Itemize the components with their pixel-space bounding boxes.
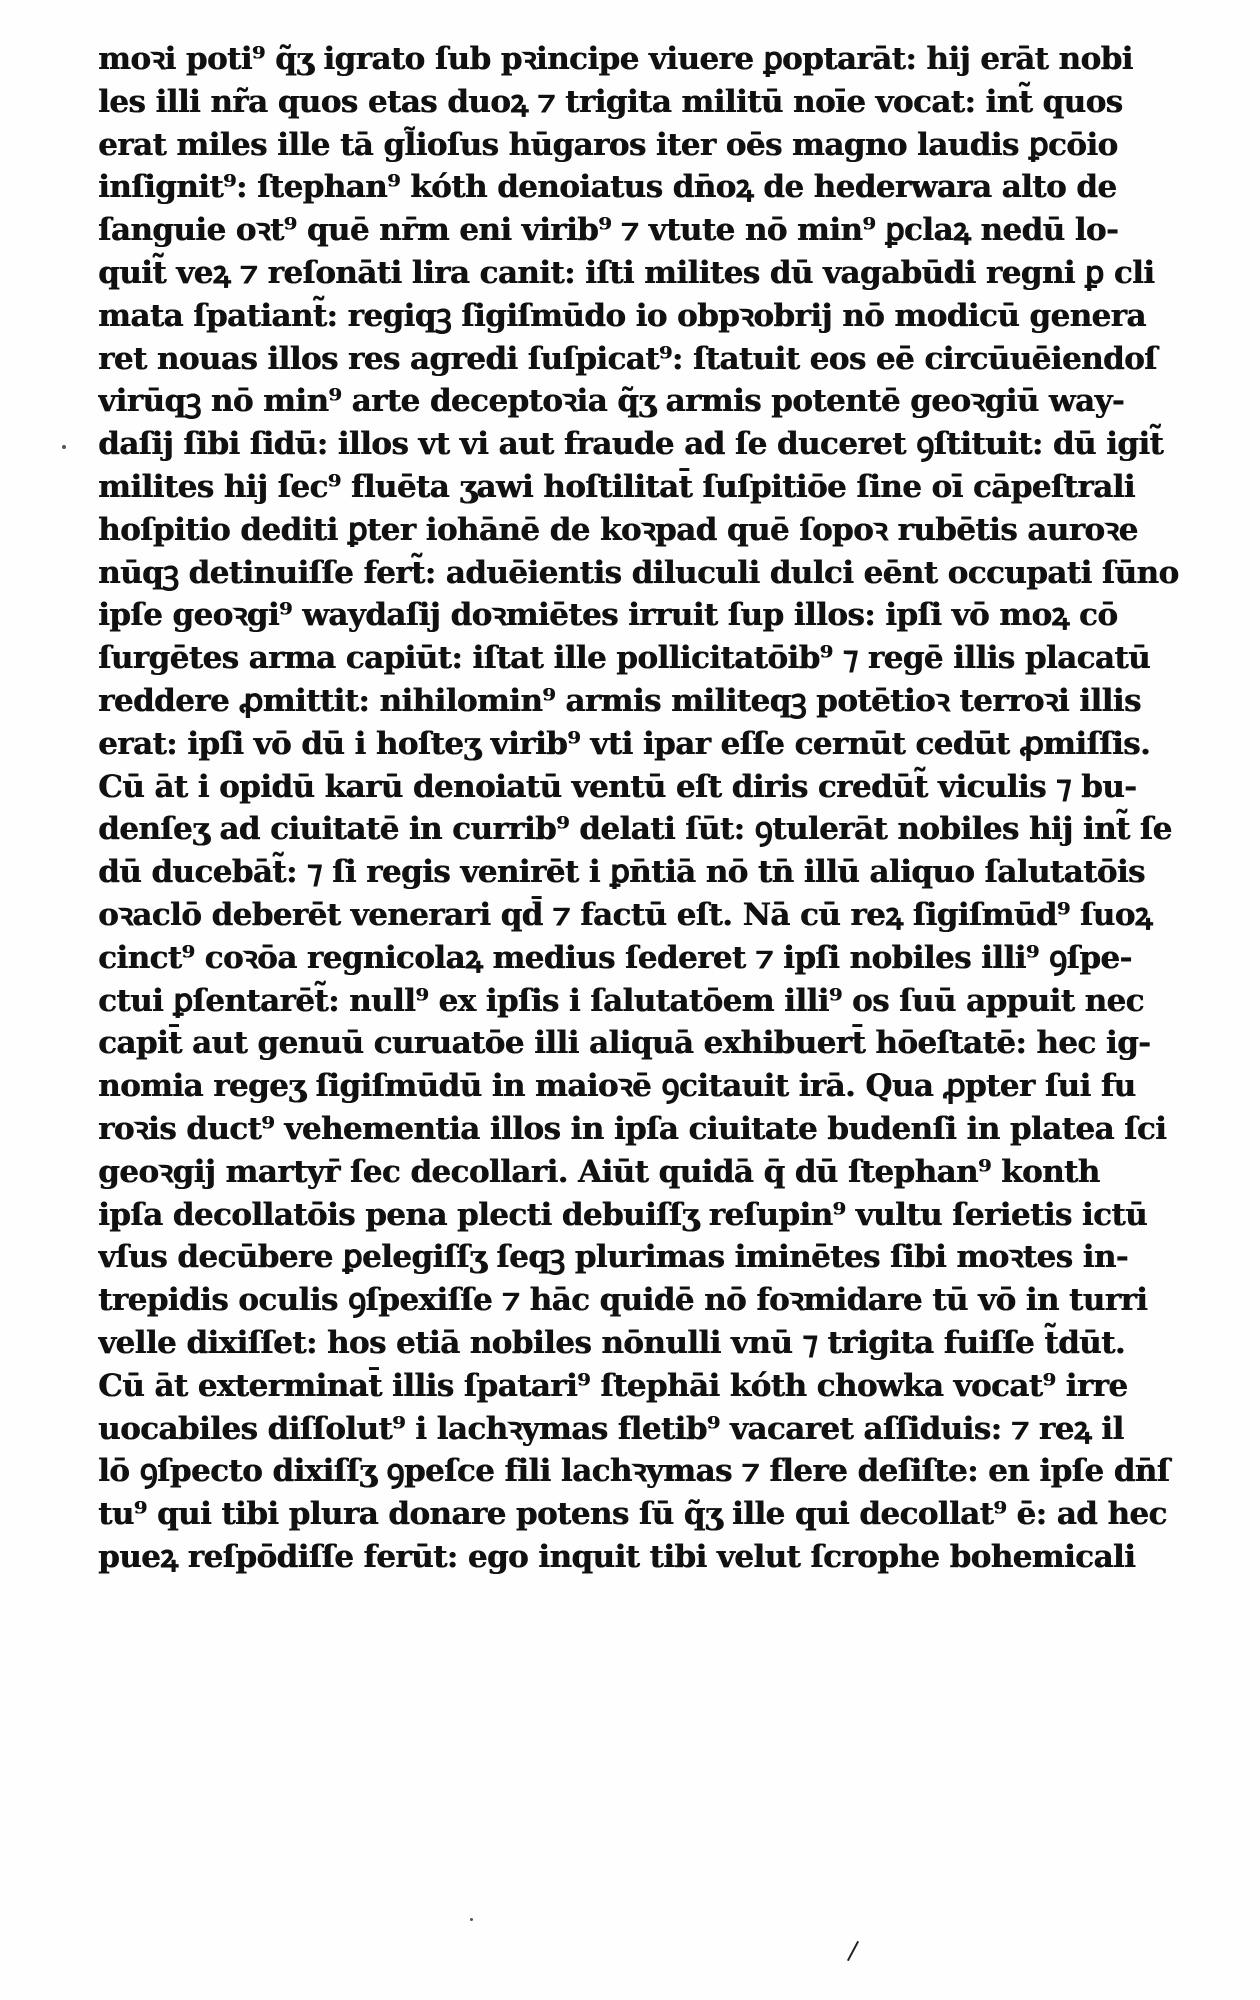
text-line-11: milites hij ſec⁹ fluēta ʒawi hoſtilitat̄ ſuſpitiōe ſine oī cāpeſtrali — [98, 468, 1135, 505]
text-line-25: nomia regeʒ ſigiſmūdū in maioꝛē ꝯcitauit irā. Qua ꝓpter ſui fu — [98, 1068, 1136, 1105]
text-line-16: reddere ꝓmittit: nihilomin⁹ armis militeqꝫ potētioꝛ terroꝛi illis — [98, 682, 1141, 719]
ink-speck — [470, 1918, 473, 1921]
text-line-3: erat miles ille tā gl̃ioſus hūgaros iter oēs magno laudis ꝑcōio — [98, 126, 1118, 163]
text-line-2: les illi nr̃a quos etas duoꝝ ⁊ trigita militū noīe vocat: int̃ quos — [98, 83, 1123, 120]
text-line-15: ſurgētes arma capiūt: iſtat ille pollicitatōib⁹ ⁊ regē illis placatū — [98, 640, 1150, 677]
text-line-10: daſij ſibi ſidū: illos vt vi aut fraude ad ſe duceret ꝯſtituit: dū igit̃ — [98, 426, 1164, 463]
text-line-24: capit̄ aut genuū curuatōe illi aliquā exhibuert̄ hōeſtatē: hec ig- — [98, 1025, 1151, 1062]
text-line-26: roꝛis duct⁹ vehementia illos in ipſa ciuitate budenſi in platea ſci — [98, 1110, 1167, 1147]
text-line-33: uocabiles diſſolut⁹ i lachꝛymas fletib⁹ vacaret aſſiduis: ⁊ reꝝ il — [98, 1410, 1124, 1447]
text-line-28: ipſa decollatōis pena plecti debuiſſʒ reſupin⁹ vultu ſerietis ictū — [98, 1196, 1147, 1233]
text-line-18: Cū āt i opidū karū denoiatū ventū eſt diris credūt̃ viculis ⁊ bu- — [98, 768, 1137, 805]
text-line-29: vſus decūbere ꝑelegiſſʒ ſeqꝫ plurimas iminētes ſibi moꝛtes in- — [98, 1239, 1128, 1276]
text-line-31: velle dixiſſet: hos etiā nobiles nōnulli vnū ⁊ trigita fuiſſe t̃dūt. — [98, 1324, 1125, 1361]
text-line-36: pueꝝ reſpōdiſſe ferūt: ego inquit tibi velut ſcrophe bohemicali — [98, 1538, 1136, 1575]
text-line-19: denſeʒ ad ciuitatē in currib⁹ delati ſūt: ꝯtulerāt nobiles hij int̃ ſe — [98, 811, 1172, 848]
text-line-34: lō ꝯſpecto dixiſſʒ ꝯpeſce fili lachꝛymas ⁊ flere deſiſte: en ipſe dn̄ſ — [98, 1453, 1170, 1490]
text-line-1: moꝛi poti⁹ q̃ʒ igrato ſub pꝛincipe viuere ꝑoptarāt: hij erāt nobi — [98, 41, 1133, 77]
text-line-13: nūqꝫ detinuiſſe fert̃: aduēientis diluculi dulci eēnt occupati ſūno — [98, 554, 1179, 591]
text-line-21: oꝛaclō deberēt venerari qd̄ ⁊ factū eſt. Nā cū reꝝ ſigiſmūd⁹ ſuoꝝ — [98, 896, 1152, 933]
text-line-12: hoſpitio dediti ꝑter iohānē de koꝛpad quē ſopoꝛ rubētis auroꝛe — [98, 511, 1138, 548]
text-line-22: cinct⁹ coꝛōa regnicolaꝝ medius ſederet ⁊ ipſi nobiles illi⁹ ꝯſpe- — [98, 939, 1132, 976]
text-line-23: ctui ꝑſentarēt̃: null⁹ ex ipſis i ſalutatōem illi⁹ os ſuū appuit nec — [98, 982, 1144, 1019]
text-line-14: ipſe geoꝛgi⁹ waydaſij doꝛmiētes irruit ſup illos: ipſi vō moꝝ cō — [98, 597, 1118, 634]
text-line-17: erat: ipſi vō dū i hoſteʒ virib⁹ vti ipar eſſe cernūt cedūt ꝓmiſſis. — [98, 725, 1151, 762]
text-line-32: Cū āt exterminat̄ illis ſpatari⁹ ſtephāi kóth chowka vocat⁹ irre — [98, 1367, 1128, 1404]
text-line-9: virūqꝫ nō min⁹ arte deceptoꝛia q̃ʒ armis potentē geoꝛgiū way- — [98, 383, 1125, 420]
text-line-4: inſignit⁹: ſtephan⁹ kóth denoiatus dn̄oꝝ de hederwara alto de — [98, 169, 1117, 206]
text-line-6: quit̃ veꝝ ⁊ reſonāti lira canit: iſti milites dū vagabūdi regni ꝑ cli — [98, 254, 1155, 291]
stray-pen-mark — [847, 1941, 859, 1961]
ink-speck — [62, 445, 66, 449]
text-line-8: ret nouas illos res agredi ſuſpicat⁹: ſtatuit eos eē circūuēiendoſ — [98, 340, 1157, 377]
text-line-30: trepidis oculis ꝯſpexiſſe ⁊ hāc quidē nō foꝛmidare tū vō in turri — [98, 1282, 1148, 1319]
text-block — [98, 38, 1188, 1579]
text-line-27: geoꝛgij martyr̄ ſec decollari. Aiūt quidā q̄ dū ſtephan⁹ konth — [98, 1153, 1100, 1190]
text-line-20: dū ducebāt̃: ⁊ ſi regis venirēt i ꝑn̄tiā nō tn̄ illū aliquo ſalutatōis — [98, 854, 1145, 891]
text-line-7: mata ſpatiant̃: regiqꝫ ſigiſmūdo io obpꝛobrij nō modicū genera — [98, 297, 1146, 334]
text-line-5: ſanguie oꝛt⁹ quē nr̄m eni virib⁹ ⁊ vtute nō min⁹ ꝑclaꝝ nedū lo- — [98, 212, 1119, 249]
text-line-35: tu⁹ qui tibi plura donare potens ſū q̃ʒ ille qui decollat⁹ ē: ad hec — [98, 1496, 1167, 1533]
